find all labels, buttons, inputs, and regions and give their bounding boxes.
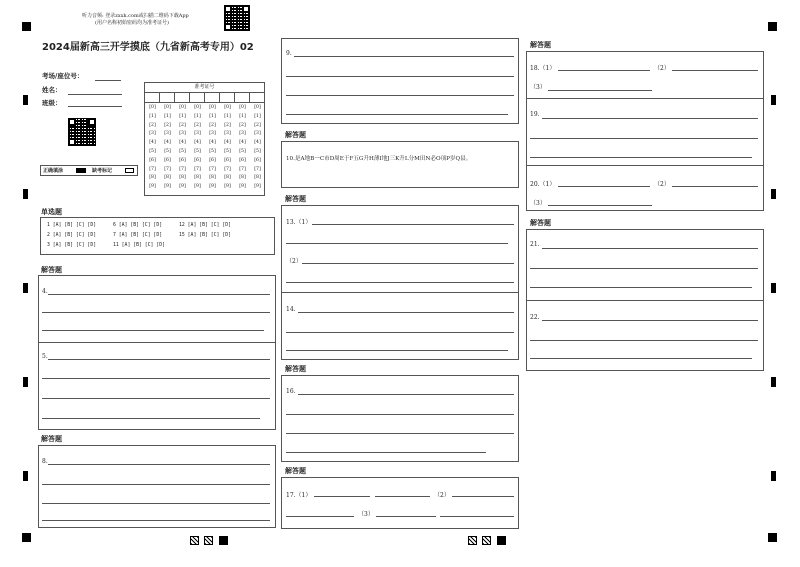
corner-mark bbox=[768, 22, 777, 31]
qr-finder bbox=[68, 138, 76, 146]
section-label: 解答题 bbox=[41, 434, 62, 443]
admission-bubble[interactable]: [0] bbox=[164, 105, 171, 110]
admission-bubble[interactable]: [5] bbox=[179, 148, 186, 154]
divider bbox=[281, 292, 519, 293]
admission-bubble[interactable]: [0] bbox=[224, 105, 231, 110]
admission-bubble[interactable]: [5] bbox=[224, 148, 231, 154]
answer-line[interactable] bbox=[294, 56, 514, 57]
mc-row[interactable] bbox=[47, 243, 179, 248]
timing-mark bbox=[23, 283, 28, 293]
admission-bubble[interactable]: [5] bbox=[194, 148, 201, 154]
section-label: 解答题 bbox=[285, 364, 306, 373]
admission-bubble[interactable]: [2] bbox=[209, 122, 216, 128]
answer-line[interactable] bbox=[302, 263, 514, 264]
question-17-3: （3） bbox=[358, 511, 374, 518]
admission-bubble[interactable]: [2] bbox=[254, 122, 261, 128]
admission-bubble[interactable]: [2] bbox=[224, 122, 231, 128]
admission-bubble[interactable]: [0] bbox=[209, 105, 216, 110]
admission-bubble[interactable]: [4] bbox=[254, 140, 261, 146]
admission-bubble[interactable]: [1] bbox=[254, 113, 261, 119]
admission-bubble[interactable]: [3] bbox=[149, 131, 156, 137]
admission-bubble[interactable]: [6] bbox=[194, 157, 201, 163]
answer-line[interactable] bbox=[376, 516, 436, 517]
admission-bubble[interactable]: [5] bbox=[164, 148, 171, 154]
question-18: 18.（1） bbox=[530, 65, 556, 72]
admission-bubble[interactable]: [6] bbox=[254, 157, 261, 163]
question-8: 8. bbox=[42, 458, 48, 465]
answer-line[interactable] bbox=[298, 312, 514, 313]
answer-line[interactable] bbox=[42, 312, 270, 313]
answer-line[interactable] bbox=[312, 224, 514, 225]
admission-bubble[interactable]: [6] bbox=[209, 157, 216, 163]
admission-bubble[interactable]: [9] bbox=[254, 184, 261, 190]
answer-line[interactable] bbox=[48, 294, 270, 295]
answer-line[interactable] bbox=[286, 414, 514, 415]
answer-line[interactable] bbox=[286, 452, 486, 453]
qr-finder bbox=[224, 5, 232, 13]
admission-column[interactable] bbox=[205, 104, 220, 192]
correct-fill-sample bbox=[76, 168, 86, 173]
admission-bubble[interactable]: [7] bbox=[224, 166, 231, 172]
answer-line[interactable] bbox=[286, 350, 508, 351]
admission-bubble[interactable]: [2] bbox=[179, 122, 186, 128]
admission-grid bbox=[144, 82, 265, 196]
divider bbox=[526, 300, 764, 301]
admission-bubble[interactable]: [5] bbox=[254, 148, 261, 154]
admission-bubble[interactable]: [6] bbox=[239, 157, 246, 163]
admission-bubble[interactable]: [9] bbox=[224, 184, 231, 190]
answer-line[interactable] bbox=[314, 496, 370, 497]
admission-column[interactable] bbox=[220, 104, 235, 192]
answer-line[interactable] bbox=[542, 118, 758, 119]
timing-mark bbox=[23, 189, 28, 199]
admission-bubble[interactable]: [7] bbox=[149, 166, 156, 172]
answer-line[interactable] bbox=[530, 287, 752, 288]
admission-bubble[interactable]: [4] bbox=[164, 140, 171, 146]
question-18-3: （3） bbox=[530, 84, 546, 91]
answer-line[interactable] bbox=[42, 418, 260, 419]
class-field[interactable] bbox=[68, 106, 122, 107]
admission-bubble[interactable]: [9] bbox=[239, 184, 246, 190]
answer-box-q9 bbox=[281, 38, 519, 124]
absent-mark-label: 缺考标记 bbox=[92, 168, 113, 174]
corner-mark bbox=[768, 533, 777, 542]
admission-bubble[interactable]: [9] bbox=[179, 184, 186, 190]
answer-line[interactable] bbox=[530, 340, 758, 341]
answer-line[interactable] bbox=[42, 520, 270, 521]
page-marker-icon bbox=[204, 536, 213, 545]
admission-column[interactable] bbox=[175, 104, 190, 192]
mc-item[interactable]: 3 [A] [B] [C] [D] bbox=[47, 243, 97, 248]
admission-bubble[interactable]: [4] bbox=[179, 140, 186, 146]
name-label: 姓名： bbox=[42, 86, 62, 94]
divider bbox=[38, 342, 276, 343]
answer-line[interactable] bbox=[530, 157, 752, 158]
admission-bubble[interactable]: [8] bbox=[194, 175, 201, 181]
answer-line[interactable] bbox=[558, 70, 650, 71]
admission-bubble[interactable]: [0] bbox=[239, 105, 246, 110]
answer-line[interactable] bbox=[558, 186, 650, 187]
admission-bubble[interactable]: [6] bbox=[164, 157, 171, 163]
admission-bubble[interactable]: [4] bbox=[224, 140, 231, 146]
answer-box-q18-q20 bbox=[526, 51, 764, 211]
question-20-3: （3） bbox=[530, 200, 546, 207]
answer-line[interactable] bbox=[286, 95, 514, 96]
admission-bubble[interactable]: [2] bbox=[194, 122, 201, 128]
qr-finder bbox=[68, 118, 76, 126]
question-21: 21. bbox=[530, 241, 540, 248]
admission-bubble[interactable]: [6] bbox=[179, 157, 186, 163]
question-16: 16. bbox=[286, 388, 296, 395]
mc-item[interactable]: 1 [A] [B] [C] [D] bbox=[47, 223, 97, 228]
mc-item[interactable]: 12 [A] [B] [C] [D] bbox=[179, 223, 231, 228]
answer-line[interactable] bbox=[42, 378, 270, 379]
page-marker-icon bbox=[468, 536, 477, 545]
answer-line[interactable] bbox=[286, 282, 514, 283]
answer-box-q10 bbox=[281, 141, 519, 188]
admission-bubble[interactable]: [3] bbox=[194, 131, 201, 137]
answer-box-q17 bbox=[281, 477, 519, 529]
section-label: 解答题 bbox=[530, 40, 551, 49]
timing-mark bbox=[771, 471, 776, 481]
exam-room-field[interactable] bbox=[95, 80, 121, 81]
timing-mark bbox=[771, 95, 776, 105]
corner-mark bbox=[22, 533, 31, 542]
admission-bubble[interactable]: [7] bbox=[209, 166, 216, 172]
admission-bubble[interactable]: [2] bbox=[164, 122, 171, 128]
answer-line[interactable] bbox=[548, 205, 652, 206]
admission-bubble[interactable]: [8] bbox=[254, 175, 261, 181]
section-label: 解答题 bbox=[285, 466, 306, 475]
admission-bubble[interactable]: [7] bbox=[254, 166, 261, 172]
page-marker-icon bbox=[482, 536, 491, 545]
answer-line[interactable] bbox=[286, 433, 514, 434]
question-20-2: （2） bbox=[654, 181, 670, 188]
admission-column[interactable] bbox=[145, 104, 160, 192]
notice-line-2: (用户名称初始密码均为准考证号) bbox=[95, 20, 169, 26]
mc-box bbox=[40, 217, 275, 255]
answer-line[interactable] bbox=[530, 138, 758, 139]
admission-bubble[interactable]: [1] bbox=[239, 113, 246, 119]
answer-line[interactable] bbox=[48, 359, 270, 360]
divider bbox=[526, 98, 764, 99]
admission-bubble[interactable]: [0] bbox=[179, 105, 186, 110]
answer-line[interactable] bbox=[286, 76, 514, 77]
question-17-2: （2） bbox=[434, 492, 450, 499]
admission-bubble[interactable]: [0] bbox=[194, 105, 201, 110]
admission-bubble[interactable]: [1] bbox=[194, 113, 201, 119]
admission-bubble[interactable]: [0] bbox=[254, 105, 261, 110]
mc-item[interactable]: 2 [A] [B] [C] [D] bbox=[47, 233, 97, 238]
admission-write-row[interactable] bbox=[145, 92, 264, 103]
exam-room-label: 考场/座位号： bbox=[42, 72, 84, 80]
page-marker-icon bbox=[219, 536, 228, 545]
answer-line[interactable] bbox=[672, 70, 758, 71]
admission-bubble[interactable]: [5] bbox=[209, 148, 216, 154]
admission-column[interactable] bbox=[235, 104, 250, 192]
admission-bubble[interactable]: [2] bbox=[239, 122, 246, 128]
answer-line[interactable] bbox=[286, 332, 514, 333]
answer-line[interactable] bbox=[375, 496, 430, 497]
mc-title: 单选题 bbox=[41, 207, 62, 216]
admission-bubble[interactable]: [9] bbox=[164, 184, 171, 190]
question-18-2: （2） bbox=[654, 65, 670, 72]
name-field[interactable] bbox=[68, 94, 122, 95]
answer-line[interactable] bbox=[530, 358, 752, 359]
question-17: 17.（1） bbox=[286, 492, 312, 499]
timing-mark bbox=[23, 471, 28, 481]
page-title: 2024届新高三开学摸底（九省新高考专用）02 bbox=[42, 42, 254, 53]
question-13-2: （2） bbox=[286, 258, 302, 265]
admission-bubble[interactable]: [1] bbox=[209, 113, 216, 119]
admission-bubble[interactable]: [1] bbox=[149, 113, 156, 119]
question-4: 4. bbox=[42, 288, 48, 295]
section-label: 解答题 bbox=[530, 218, 551, 227]
answer-box-q4-q5 bbox=[38, 275, 276, 430]
admission-bubble[interactable]: [8] bbox=[179, 175, 186, 181]
admission-bubble[interactable]: [9] bbox=[209, 184, 216, 190]
mc-item[interactable]: 11 [A] [B] [C] [D] bbox=[113, 243, 165, 248]
answer-line[interactable] bbox=[286, 243, 508, 244]
admission-bubble[interactable]: [6] bbox=[224, 157, 231, 163]
question-19: 19. bbox=[530, 111, 540, 118]
answer-box-q8 bbox=[38, 445, 276, 528]
admission-bubble[interactable]: [5] bbox=[239, 148, 246, 154]
timing-mark bbox=[771, 283, 776, 293]
answer-line[interactable] bbox=[42, 398, 270, 399]
timing-mark bbox=[23, 377, 28, 387]
mc-item[interactable]: 6 [A] [B] [C] [D] bbox=[113, 223, 163, 228]
timing-mark bbox=[771, 377, 776, 387]
admission-bubble[interactable]: [4] bbox=[209, 140, 216, 146]
answer-line[interactable] bbox=[42, 484, 270, 485]
correct-fill-label: 正确填涂 bbox=[43, 168, 64, 174]
admission-bubbles[interactable] bbox=[145, 104, 264, 194]
admission-bubble[interactable]: [7] bbox=[194, 166, 201, 172]
divider bbox=[526, 165, 764, 166]
admission-bubble[interactable]: [7] bbox=[179, 166, 186, 172]
admission-bubble[interactable]: [8] bbox=[164, 175, 171, 181]
answer-line[interactable] bbox=[42, 503, 270, 504]
admission-bubble[interactable]: [3] bbox=[239, 131, 246, 137]
admission-bubble[interactable]: [3] bbox=[179, 131, 186, 137]
admission-column[interactable] bbox=[190, 104, 205, 192]
timing-mark bbox=[23, 95, 28, 105]
answer-line[interactable] bbox=[286, 516, 354, 517]
admission-column[interactable] bbox=[250, 104, 265, 192]
admission-bubble[interactable]: [4] bbox=[149, 140, 156, 146]
class-label: 班级： bbox=[42, 99, 62, 107]
answer-line[interactable] bbox=[672, 186, 758, 187]
page-marker-icon bbox=[497, 536, 506, 545]
answer-line[interactable] bbox=[42, 330, 264, 331]
answer-line[interactable] bbox=[548, 90, 652, 91]
admission-bubble[interactable]: [2] bbox=[149, 122, 156, 128]
answer-line[interactable] bbox=[542, 248, 758, 249]
admission-column[interactable] bbox=[160, 104, 175, 192]
answer-line[interactable] bbox=[440, 516, 514, 517]
admission-bubble[interactable]: [9] bbox=[149, 184, 156, 190]
admission-bubble[interactable]: [9] bbox=[194, 184, 201, 190]
answer-line[interactable] bbox=[286, 114, 508, 115]
question-14: 14. bbox=[286, 306, 296, 313]
timing-mark bbox=[771, 189, 776, 199]
answer-line[interactable] bbox=[298, 394, 514, 395]
question-20: 20.（1） bbox=[530, 181, 556, 188]
admission-bubble[interactable]: [1] bbox=[179, 113, 186, 119]
admission-bubble[interactable]: [3] bbox=[164, 131, 171, 137]
admission-bubble[interactable]: [0] bbox=[149, 105, 156, 110]
corner-mark bbox=[22, 22, 31, 31]
absent-mark-box[interactable] bbox=[125, 168, 134, 173]
question-9: 9. bbox=[286, 50, 292, 57]
question-22: 22. bbox=[530, 314, 540, 321]
answer-line[interactable] bbox=[542, 320, 758, 321]
notice-line-1: 听力音频: 登录zxxk.com或扫描二维码下载App bbox=[82, 13, 189, 19]
question-10: 10.是A地B一C市D周E于F五G升H薄I地J三K升L分M田N必O项P岁Q县。 bbox=[286, 156, 472, 162]
admission-bubble[interactable]: [6] bbox=[149, 157, 156, 163]
qr-finder bbox=[88, 118, 96, 126]
admission-bubble[interactable]: [7] bbox=[239, 166, 246, 172]
admission-bubble[interactable]: [4] bbox=[194, 140, 201, 146]
answer-line[interactable] bbox=[452, 496, 514, 497]
page-marker-icon bbox=[190, 536, 199, 545]
admission-bubble[interactable]: [3] bbox=[254, 131, 261, 137]
mc-item[interactable]: 15 [A] [B] [C] [D] bbox=[179, 233, 231, 238]
admission-bubble[interactable]: [3] bbox=[224, 131, 231, 137]
answer-line[interactable] bbox=[530, 268, 758, 269]
admission-bubble[interactable]: [8] bbox=[149, 175, 156, 181]
mc-row[interactable] bbox=[47, 223, 231, 228]
section-label: 解答题 bbox=[285, 194, 306, 203]
question-5: 5. bbox=[42, 353, 48, 360]
answer-line[interactable] bbox=[48, 464, 270, 465]
admission-bubble[interactable]: [7] bbox=[164, 166, 171, 172]
admission-bubble[interactable]: [4] bbox=[239, 140, 246, 146]
admission-bubble[interactable]: [8] bbox=[224, 175, 231, 181]
section-label: 解答题 bbox=[285, 130, 306, 139]
answer-box-q16 bbox=[281, 375, 519, 462]
admission-bubble[interactable]: [3] bbox=[209, 131, 216, 137]
qr-finder bbox=[224, 23, 232, 31]
section-label: 解答题 bbox=[41, 265, 62, 274]
qr-finder bbox=[242, 5, 250, 13]
mc-row[interactable] bbox=[47, 233, 231, 238]
mc-item[interactable]: 7 [A] [B] [C] [D] bbox=[113, 233, 163, 238]
question-13: 13.（1） bbox=[286, 219, 312, 226]
admission-bubble[interactable]: [1] bbox=[164, 113, 171, 119]
admission-bubble[interactable]: [8] bbox=[239, 175, 246, 181]
admission-bubble[interactable]: [5] bbox=[149, 148, 156, 154]
admission-bubble[interactable]: [8] bbox=[209, 175, 216, 181]
admission-label: 准考证号 bbox=[145, 83, 264, 93]
admission-bubble[interactable]: [1] bbox=[224, 113, 231, 119]
